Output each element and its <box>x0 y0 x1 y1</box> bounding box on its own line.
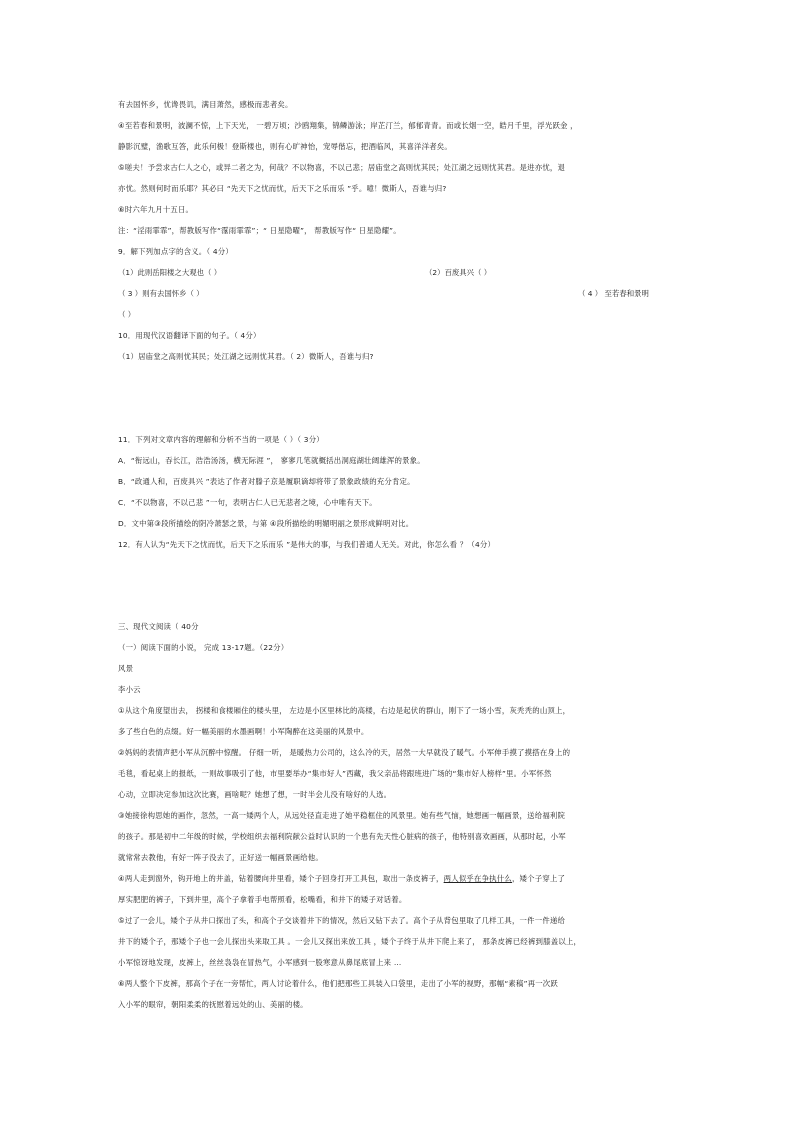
question-9-item-4: （ 4 ） 至若春和景明 <box>578 289 649 298</box>
story-line: ③她接徐构思她的画作，忽然，一高一矮两个人，从远处径直走进了她平稳框住的风景里。她有些气恼，她想画一幅画景，送给福利院 <box>118 811 566 820</box>
question-9-title: 9．解下列加点字的含义。（ 4分） <box>118 247 233 256</box>
question-11-option-d: D．文中第③段所描绘的阴冷萧瑟之景，与第 ④段所描绘的明媚明丽之景形成鲜明对比。 <box>118 519 414 528</box>
story-line: 心动，立即决定参加这次比赛，画啥呢？她想了想，一时半会儿没有啥好的人选。 <box>118 790 392 799</box>
story-line: ⑤过了一会儿，矮个子从井口探出了头，和高个子交谈着井下的情况，然后又钻下去了。高个子从背包里取了几样工具，一件一件递给 <box>118 916 566 925</box>
story-title: 风景 <box>118 664 134 673</box>
story-line: ①从这个角度望出去， 拐楼和食楼厢住的楼头里， 左边是小区里林比的高楼，右边是起伏的群山，刚下了一场小雪，灰秃秃的山顶上， <box>118 706 571 715</box>
story-line: ④两人走到窗外，钩开地上的井盖，钻着腰向井里看，矮个子回身打开工具包，取出一条皮裤子，两人似乎在争执什么，矮个子穿上了 <box>118 874 566 883</box>
text-line: ⑤嗟夫！予尝求古仁人之心，或异二者之为，何哉？不以物喜，不以己悲；居庙堂之高则忧其民；处江湖之远则忧其君。是进亦忧，退 <box>118 163 566 172</box>
question-9-item-1: （1）此则岳阳楼之大观也（ ） <box>118 268 222 277</box>
question-9-item-4-blank: （ ） <box>118 310 136 319</box>
story-line: 多了些白色的点缀。好一幅美丽的水墨画啊！小军陶醉在这美丽的风景中。 <box>118 727 369 736</box>
question-11-option-a: A．“衔远山，吞长江，浩浩汤汤，横无际涯 ”， 寥寥几笔就概括出洞庭湖壮阔雄浑的景象。 <box>118 456 425 465</box>
text-line: ⑥时六年九月十五日。 <box>118 205 194 214</box>
question-11-option-b: B．“政通人和，百废具兴 ”表达了作者对滕子京是履职谪却将带了景象政绩的充分肯定。 <box>118 477 415 486</box>
underlined-phrase: 两人似乎在争执什么 <box>443 874 512 883</box>
story-line: 井下的矮个子，那矮个子也一会儿探出头来取工具 。一会儿又探出来放工具 ，矮个子终于从井下爬上来了， 那条皮裤已经裤到膝盖以上， <box>118 937 582 946</box>
question-11-option-c: C．“不以物喜，不以己悲 ”一句，表明古仁人已无悲者之境，心中唯有天下。 <box>118 498 377 507</box>
story-line: ②妈妈的表情声把小军从沉醉中惊醒。 仔细一听， 是暖热力公司的，这么冷的天，居然一大早就没了暖气。小军伸手摸了摸搭在身上的 <box>118 748 571 757</box>
story-line-underlined <box>118 874 678 884</box>
text-line: ④至若春和景明，波澜不惊，上下天光， 一碧万顷；沙鸥翔集，锦鳞游泳；岸芷汀兰，郁郁青青。而或长烟一空，皓月千里，浮光跃金 ， <box>118 121 578 130</box>
story-line: 的孩子。那是初中二年级的时候，学校组织去福利院献公益时认识的一个患有先天性心脏病的孩子，他特别喜欢画画，从那时起，小军 <box>118 832 566 841</box>
question-12: 12．有人认为“先天下之忧而忧，后天下之乐而乐 ”是伟大的事，与我们普通人无关。对此，你怎么看 ？（4分） <box>118 540 496 549</box>
story-line: 入小军的眼帘，朝阳柔柔的抚慰着远处的山、美丽的楼。 <box>118 1000 308 1009</box>
question-10-title: 10．用现代汉语翻译下面的句子。（ 4分） <box>118 331 261 340</box>
text-line: 有去国怀乡，忧谗畏讥，满目萧然，感极而悲者矣。 <box>118 100 293 109</box>
text-line: 静影沉璧，渔歌互答，此乐何极！登斯楼也，则有心旷神怡，宠辱偕忘，把酒临风，其喜洋洋者矣。 <box>118 142 452 151</box>
question-10-items: （1）居庙堂之高则忧其民；处江湖之远则忧其君。（ 2）微斯人，吾谁与归? <box>118 352 374 361</box>
story-author: 李小云 <box>118 685 141 694</box>
story-line: 就常常去教他，有好一阵子没去了，正好送一幅画景画给他。 <box>118 853 323 862</box>
question-9-item-3: （ 3 ）则有去国怀乡（ ） <box>118 289 204 298</box>
story-line: ⑥两人整个下皮裤，那高个子在一旁帮忙，两人讨论着什么，他们把那些工具装入口袋里，走出了小军的视野，那幅“素稿”再一次跃 <box>118 979 558 988</box>
story-line: 毛毯，看起桌上的报纸，一则故事吸引了他，市里要举办“集市好人”西藏，我父亲品将跟班进广场的“集市好人榜样”里。小军怀然 <box>118 769 552 778</box>
question-11-title: 11．下列对文章内容的理解和分析不当的一项是（ ）（ 3分） <box>118 435 324 444</box>
text-line: 亦忧。然则何时而乐耶？其必曰 “先天下之忧而忧，后天下之乐而乐 ”乎。噫！微斯人，吾谁与归? <box>118 184 447 193</box>
text-line: 注：“淫雨霏霏”，帮教版写作“霪雨霏霏”；“ 日星隐曜”， 帮教版写作“ 日星隐耀”。 <box>118 226 401 235</box>
story-line: 厚实肥肥的裤子，下到井里，高个子拿着手电帮照看，松嘴看，和井下的矮子对话着。 <box>118 895 407 904</box>
subsection-heading: （一）阅读下面的小说， 完成 13-17题。（22分） <box>118 643 289 652</box>
story-line: 小军惊讶地发现，皮裤上，丝丝袅袅在冒热气，小军感到一股寒意从鼻尾底冒上来 … <box>118 958 402 967</box>
question-9-item-2: （2）百废具兴（ ） <box>425 268 492 277</box>
section-heading: 三、现代文阅读（ 40分 <box>118 622 199 631</box>
